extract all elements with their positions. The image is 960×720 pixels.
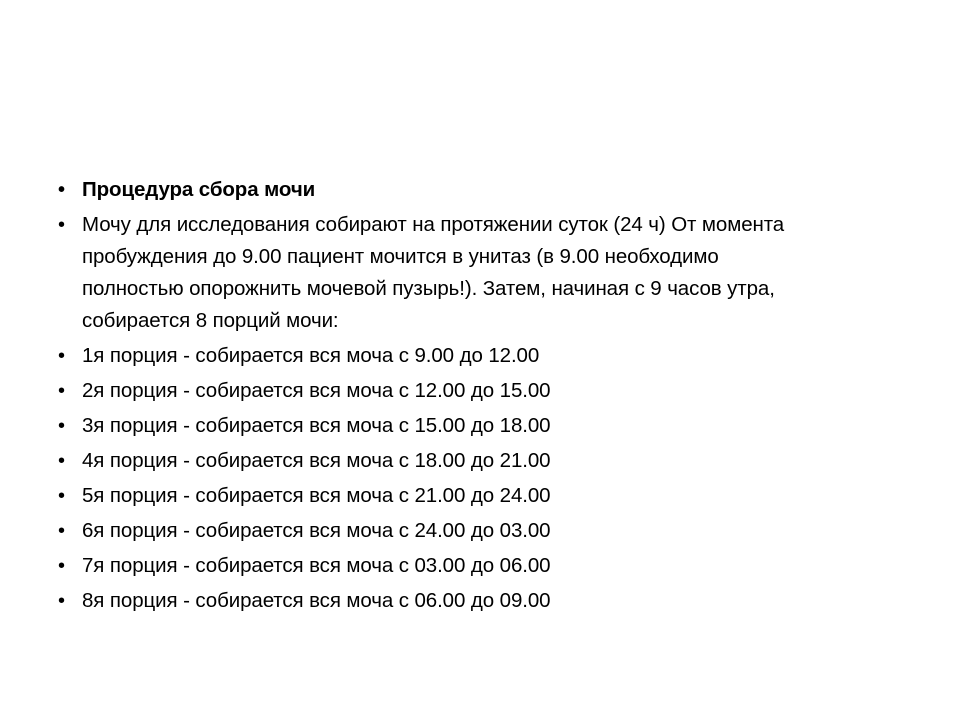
bullet-text: 6я порция - собирается вся моча с 24.00 до 03.00 <box>82 519 551 542</box>
bullet-icon: • <box>58 345 65 367</box>
bullet-item-portion-1 <box>58 340 918 372</box>
bullet-item-portion-5 <box>58 480 918 512</box>
bullet-icon: • <box>58 590 65 612</box>
bullet-item-title <box>58 174 918 206</box>
bullet-text: 8я порция - собирается вся моча с 06.00 до 09.00 <box>82 589 551 612</box>
bullet-icon: • <box>58 520 65 542</box>
bullet-text: 1я порция - собирается вся моча с 9.00 до 12.00 <box>82 344 540 367</box>
bullet-text: 3я порция - собирается вся моча с 15.00 до 18.00 <box>82 414 551 437</box>
bullet-icon: • <box>58 415 65 437</box>
bullet-icon: • <box>58 485 65 507</box>
bullet-text: Процедура сбора мочи <box>82 178 316 201</box>
bullet-item-portion-4 <box>58 445 918 477</box>
bullet-icon: • <box>58 450 65 472</box>
bullet-item-portion-2 <box>58 375 918 407</box>
bullet-text: 5я порция - собирается вся моча с 21.00 до 24.00 <box>82 484 551 507</box>
bullet-item-portion-7 <box>58 550 918 582</box>
bullet-text: 7я порция - собирается вся моча с 03.00 до 06.00 <box>82 554 551 577</box>
bullet-icon: • <box>58 555 65 577</box>
bullet-text: 2я порция - собирается вся моча с 12.00 до 15.00 <box>82 379 551 402</box>
bullet-text: Мочу для исследования собирают на протяжении суток (24 ч) От момента пробуждения до 9.00 пациент мочится в унитаз (в 9.00 необходимо полностью опорожнить мочевой пузырь!). Затем, начиная с 9 часов утра, собирается 8 порций мочи: <box>82 213 785 332</box>
bullet-text: 4я порция - собирается вся моча с 18.00 до 21.00 <box>82 449 551 472</box>
bullet-item-portion-8 <box>58 585 918 617</box>
bullet-item-description <box>58 209 802 337</box>
bullet-icon: • <box>58 179 65 201</box>
bullet-item-portion-3 <box>58 410 918 442</box>
bullet-icon: • <box>58 380 65 402</box>
bullet-icon: • <box>58 214 65 236</box>
bullet-item-portion-6 <box>58 515 918 547</box>
bullet-list <box>58 174 918 620</box>
